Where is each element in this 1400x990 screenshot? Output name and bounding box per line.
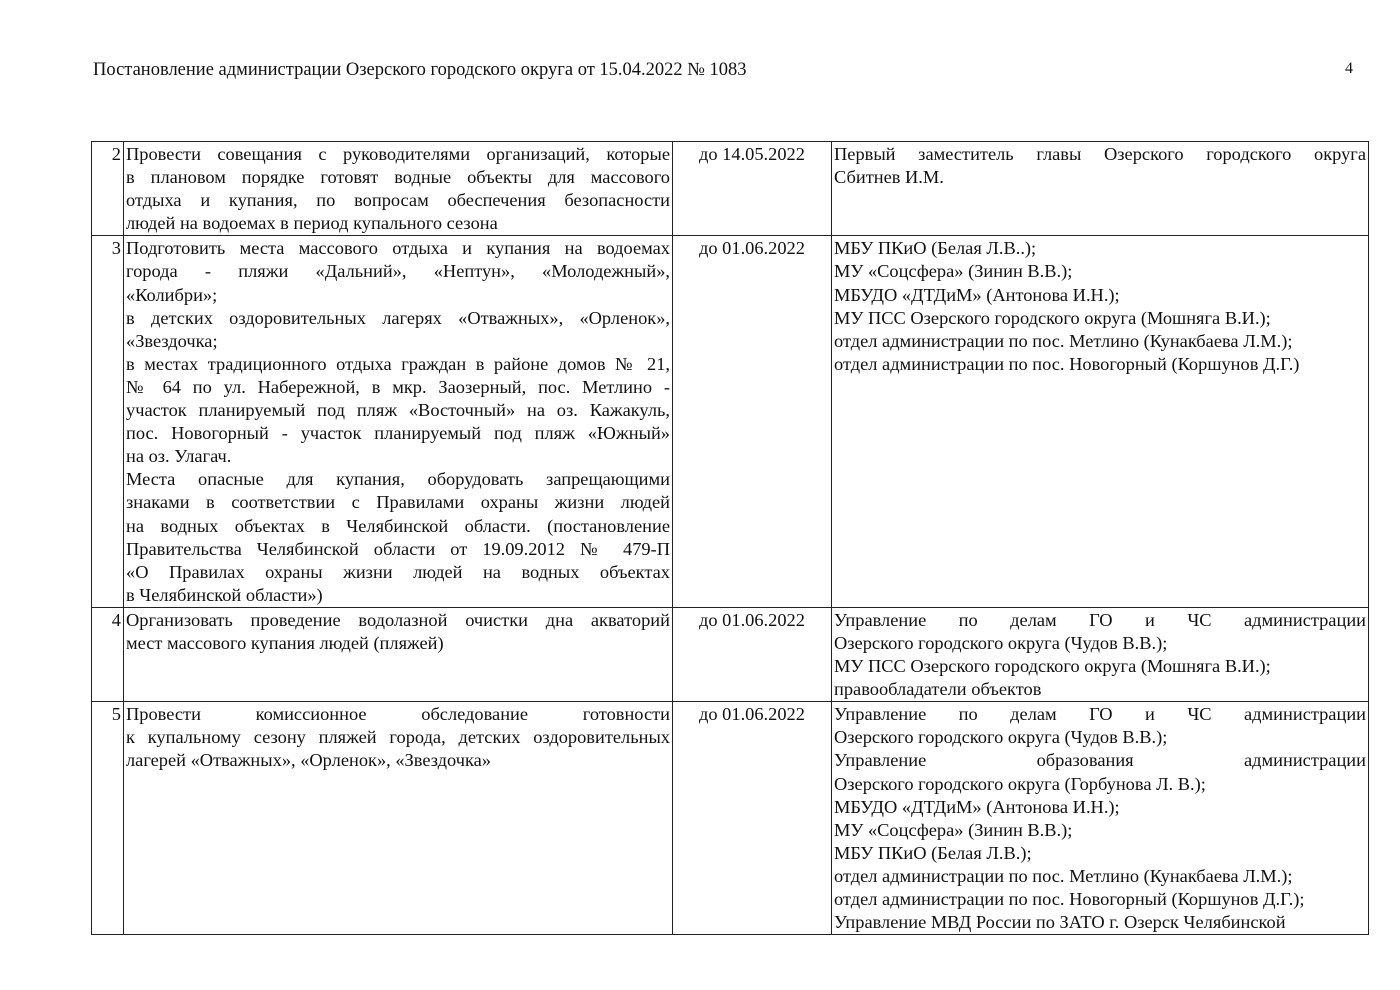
row-number: 4 [92, 607, 124, 701]
deadline-cell: до 14.05.2022 [673, 142, 832, 236]
responsible-line: отдел администрации по пос. Метлино (Кунакбаева Л.М.); [834, 330, 1293, 351]
action-line: города - пляжи «Дальний», «Нептун», «Молодежный», [126, 261, 670, 282]
table-row [92, 607, 1369, 701]
row-number: 3 [92, 236, 124, 608]
action-line: на водных объектах в Челябинской области. (постановление [126, 515, 670, 536]
action-line: людей на водоемах в период купального сезона [126, 213, 498, 234]
action-line: Организовать проведение водолазной очистки дна акваторий [126, 609, 670, 630]
responsible-line: МБУДО «ДТДиМ» (Антонова И.Н.); [834, 284, 1120, 305]
responsible-line: отдел администрации по пос. Метлино (Кунакбаева Л.М.); [834, 865, 1293, 886]
responsible-line: МБУ ПКиО (Белая Л.В..); [834, 238, 1037, 259]
responsible-cell [832, 702, 1369, 935]
row-number: 5 [92, 702, 124, 935]
action-line: № 64 по ул. Набережной, в мкр. Заозерный, пос. Метлино - [126, 376, 670, 397]
responsible-line: Первый заместитель главы Озерского городского округа [834, 144, 1366, 164]
action-line: к купальному сезону пляжей города, детских оздоровительных [126, 727, 670, 748]
action-line: Провести комиссионное обследование готовности [126, 704, 670, 725]
responsible-line: Управление по делам ГО и ЧС администрации [834, 609, 1366, 630]
responsible-cell [832, 142, 1369, 236]
deadline-cell: до 01.06.2022 [673, 702, 832, 935]
responsible-line: Озерского городского округа (Чудов В.В.); [834, 632, 1168, 653]
action-line: «Звездочка; [126, 330, 218, 351]
action-cell [124, 142, 673, 236]
responsible-line: Озерского городского округа (Горбунова Л. В.); [834, 773, 1206, 794]
action-line: в Челябинской области») [126, 584, 323, 605]
deadline-cell: до 01.06.2022 [673, 607, 832, 701]
action-line: в детских оздоровительных лагерях «Отважных», «Орленок», [126, 307, 670, 328]
responsible-line: правообладатели объектов [834, 679, 1042, 700]
responsible-cell [832, 236, 1369, 608]
table-row [92, 142, 1369, 236]
responsible-line: отдел администрации по пос. Новогорный (Коршунов Д.Г.); [834, 889, 1305, 909]
responsible-line: МУ ПСС Озерского городского округа (Мошняга В.И.); [834, 307, 1271, 328]
responsible-cell [832, 607, 1369, 701]
action-line: мест массового купания людей (пляжей) [126, 632, 444, 653]
responsible-line: отдел администрации по пос. Новогорный (Коршунов Д.Г.) [834, 353, 1300, 374]
table-row [92, 702, 1369, 935]
action-cell [124, 702, 673, 935]
action-line: участок планируемый под пляж «Восточный» на оз. Кажакуль, [126, 400, 670, 421]
table-row [92, 236, 1369, 608]
responsible-line: Управление образования администрации [834, 750, 1366, 771]
responsible-line: МУ «Соцсфера» (Зинин В.В.); [834, 261, 1073, 282]
action-line: на оз. Улагач. [126, 446, 232, 467]
action-line: «Колибри»; [126, 284, 218, 305]
measures-table [91, 141, 1369, 935]
action-line: Провести совещания с руководителями организаций, которые [126, 144, 670, 164]
action-line: отдыха и купания, по вопросам обеспечения безопасности [126, 190, 670, 211]
responsible-line: МУ ПСС Озерского городского округа (Мошняга В.И.); [834, 656, 1271, 677]
action-line: Места опасные для купания, оборудовать запрещающими [126, 469, 670, 490]
deadline-cell: до 01.06.2022 [673, 236, 832, 608]
document-header-title: Постановление администрации Озерского городского округа от 15.04.2022 № 1083 [93, 60, 747, 80]
responsible-line: МБУДО «ДТДиМ» (Антонова И.Н.); [834, 796, 1120, 817]
responsible-line: МУ «Соцсфера» (Зинин В.В.); [834, 819, 1073, 840]
row-number: 2 [92, 142, 124, 236]
action-line: Правительства Челябинской области от 19.09.2012 № 479-П [126, 538, 670, 559]
action-line: знаками в соответствии с Правилами охраны жизни людей [126, 492, 670, 513]
action-line: в местах традиционного отдыха граждан в районе домов № 21, [126, 353, 670, 374]
responsible-line: Озерского городского округа (Чудов В.В.); [834, 727, 1168, 748]
responsible-line: Управление по делам ГО и ЧС администрации [834, 704, 1366, 725]
action-cell [124, 236, 673, 608]
measures-table-body [92, 142, 1369, 935]
action-line: «О Правилах охраны жизни людей на водных объектах [126, 561, 670, 582]
responsible-line: МБУ ПКиО (Белая Л.В.); [834, 842, 1032, 863]
responsible-line: Управление МВД России по ЗАТО г. Озерск Челябинской [834, 912, 1286, 933]
action-line: в плановом порядке готовят водные объекты для массового [126, 167, 670, 188]
action-line: лагерей «Отважных», «Орленок», «Звездочка» [126, 750, 491, 771]
responsible-line: Сбитнев И.М. [834, 167, 944, 188]
action-line: Подготовить места массового отдыха и купания на водоемах [126, 238, 670, 259]
action-cell [124, 607, 673, 701]
page-number: 4 [1345, 60, 1353, 77]
action-line: пос. Новогорный - участок планируемый под пляж «Южный» [126, 423, 670, 444]
